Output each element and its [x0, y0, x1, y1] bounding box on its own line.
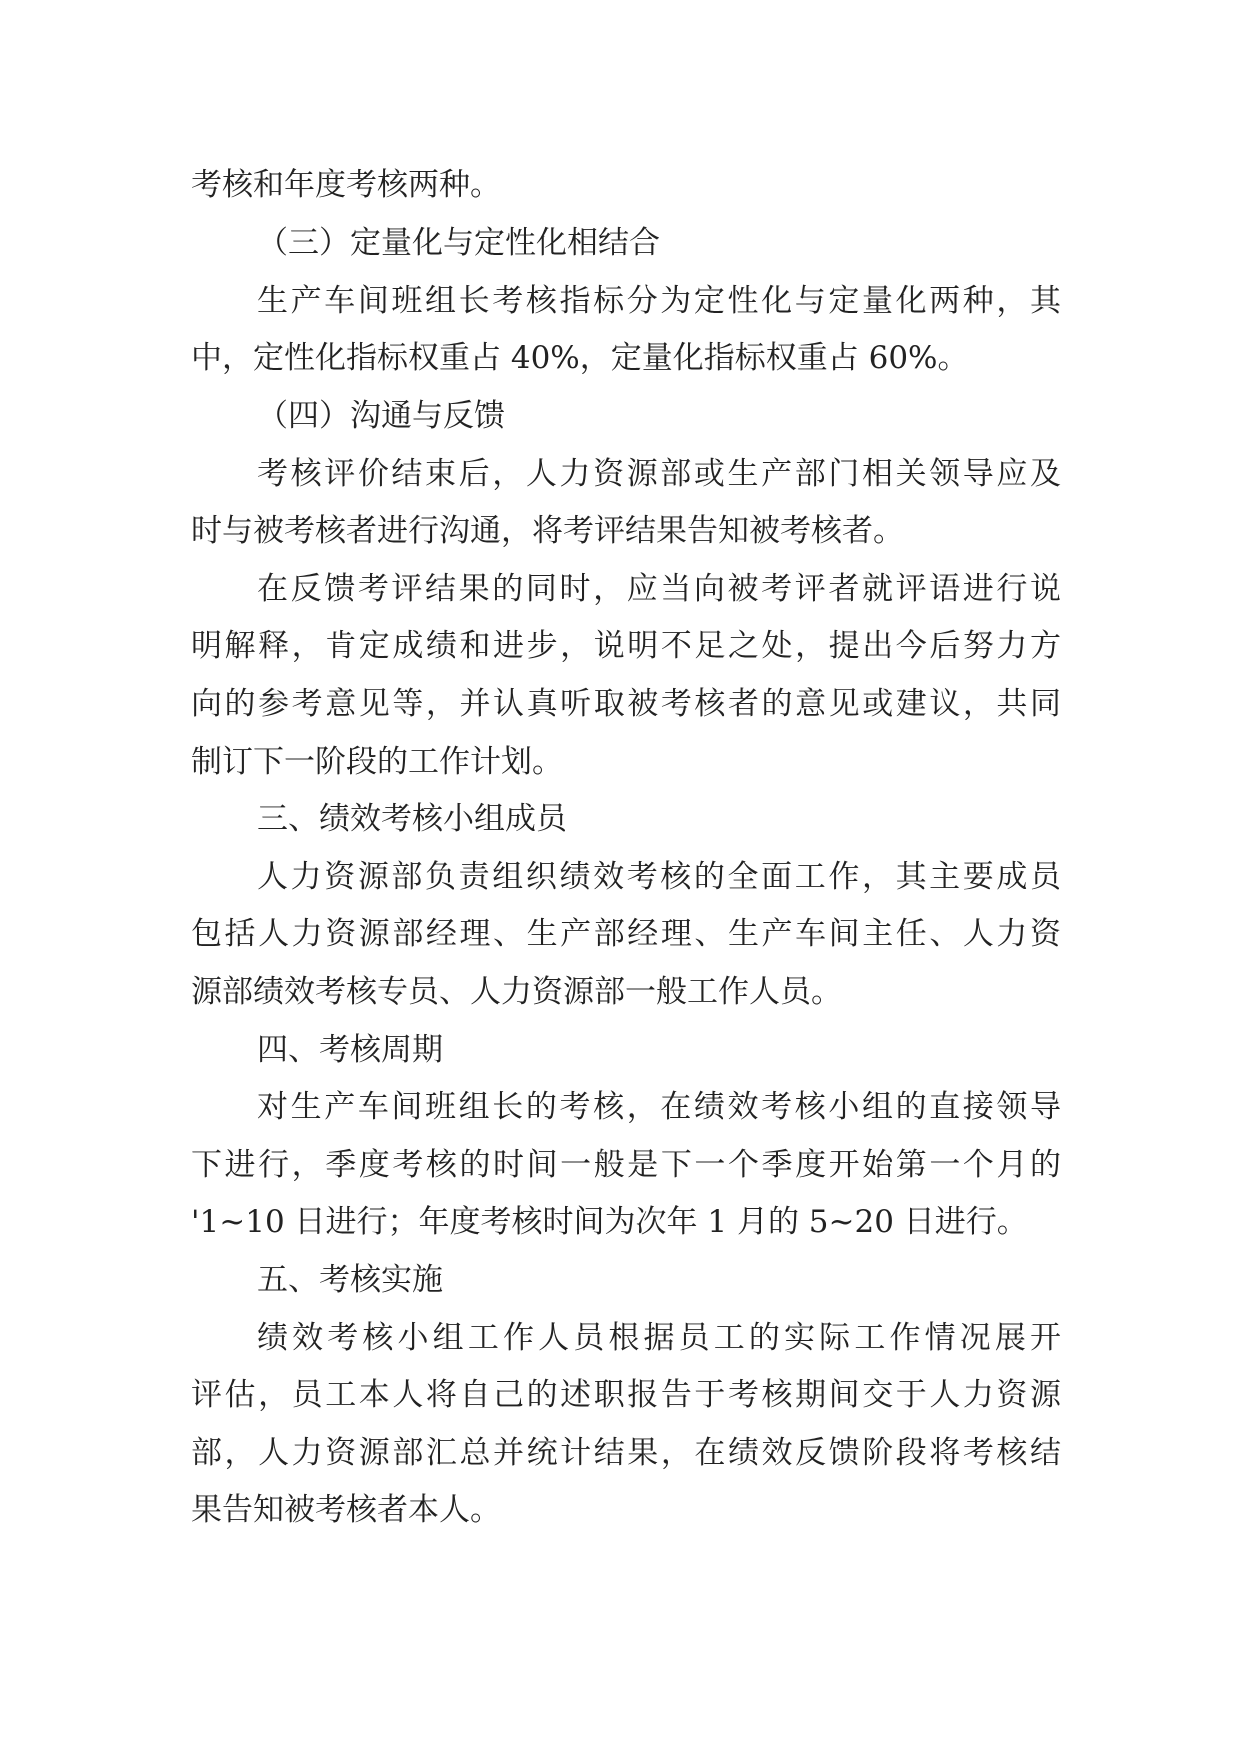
paragraph-line: 评估，员工本人将自己的述职报告于考核期间交于人力资源	[191, 1377, 1061, 1413]
paragraph-line: 制订下一阶段的工作计划。	[191, 744, 563, 780]
paragraph-line: 绩效考核小组工作人员根据员工的实际工作情况展开	[257, 1320, 1061, 1356]
section-heading: 三、绩效考核小组成员	[257, 801, 567, 837]
section-heading: 五、考核实施	[257, 1262, 443, 1298]
paragraph-line: 考核评价结束后，人力资源部或生产部门相关领导应及	[257, 456, 1061, 492]
paragraph-line: 在反馈考评结果的同时，应当向被考评者就评语进行说	[257, 571, 1061, 607]
paragraph-line: 向的参考意见等，并认真听取被考核者的意见或建议，共同	[191, 686, 1061, 722]
paragraph-line: 人力资源部负责组织绩效考核的全面工作，其主要成员	[257, 859, 1061, 895]
section-heading: （四）沟通与反馈	[257, 398, 505, 434]
paragraph-line: 考核和年度考核两种。	[191, 167, 501, 203]
section-heading: （三）定量化与定性化相结合	[257, 225, 660, 261]
paragraph-line: 部，人力资源部汇总并统计结果，在绩效反馈阶段将考核结	[191, 1435, 1061, 1471]
paragraph-line: 明解释，肯定成绩和进步，说明不足之处，提出今后努力方	[191, 628, 1061, 664]
paragraph-line: 对生产车间班组长的考核，在绩效考核小组的直接领导	[257, 1089, 1061, 1125]
paragraph-line: 源部绩效考核专员、人力资源部一般工作人员。	[191, 974, 842, 1010]
paragraph-line: 生产车间班组长考核指标分为定性化与定量化两种，其	[257, 283, 1061, 319]
paragraph-line: 下进行，季度考核的时间一般是下一个季度开始第一个月的	[191, 1147, 1061, 1183]
paragraph-line: 果告知被考核者本人。	[191, 1492, 501, 1528]
paragraph-line: 包括人力资源部经理、生产部经理、生产车间主任、人力资	[191, 916, 1061, 952]
paragraph-line: 时与被考核者进行沟通，将考评结果告知被考核者。	[191, 513, 904, 549]
paragraph-line: 中，定性化指标权重占 40%，定量化指标权重占 60%。	[191, 340, 969, 376]
section-heading: 四、考核周期	[257, 1032, 443, 1068]
paragraph-line: '1~10 日进行；年度考核时间为次年 1 月的 5~20 日进行。	[191, 1204, 1028, 1240]
